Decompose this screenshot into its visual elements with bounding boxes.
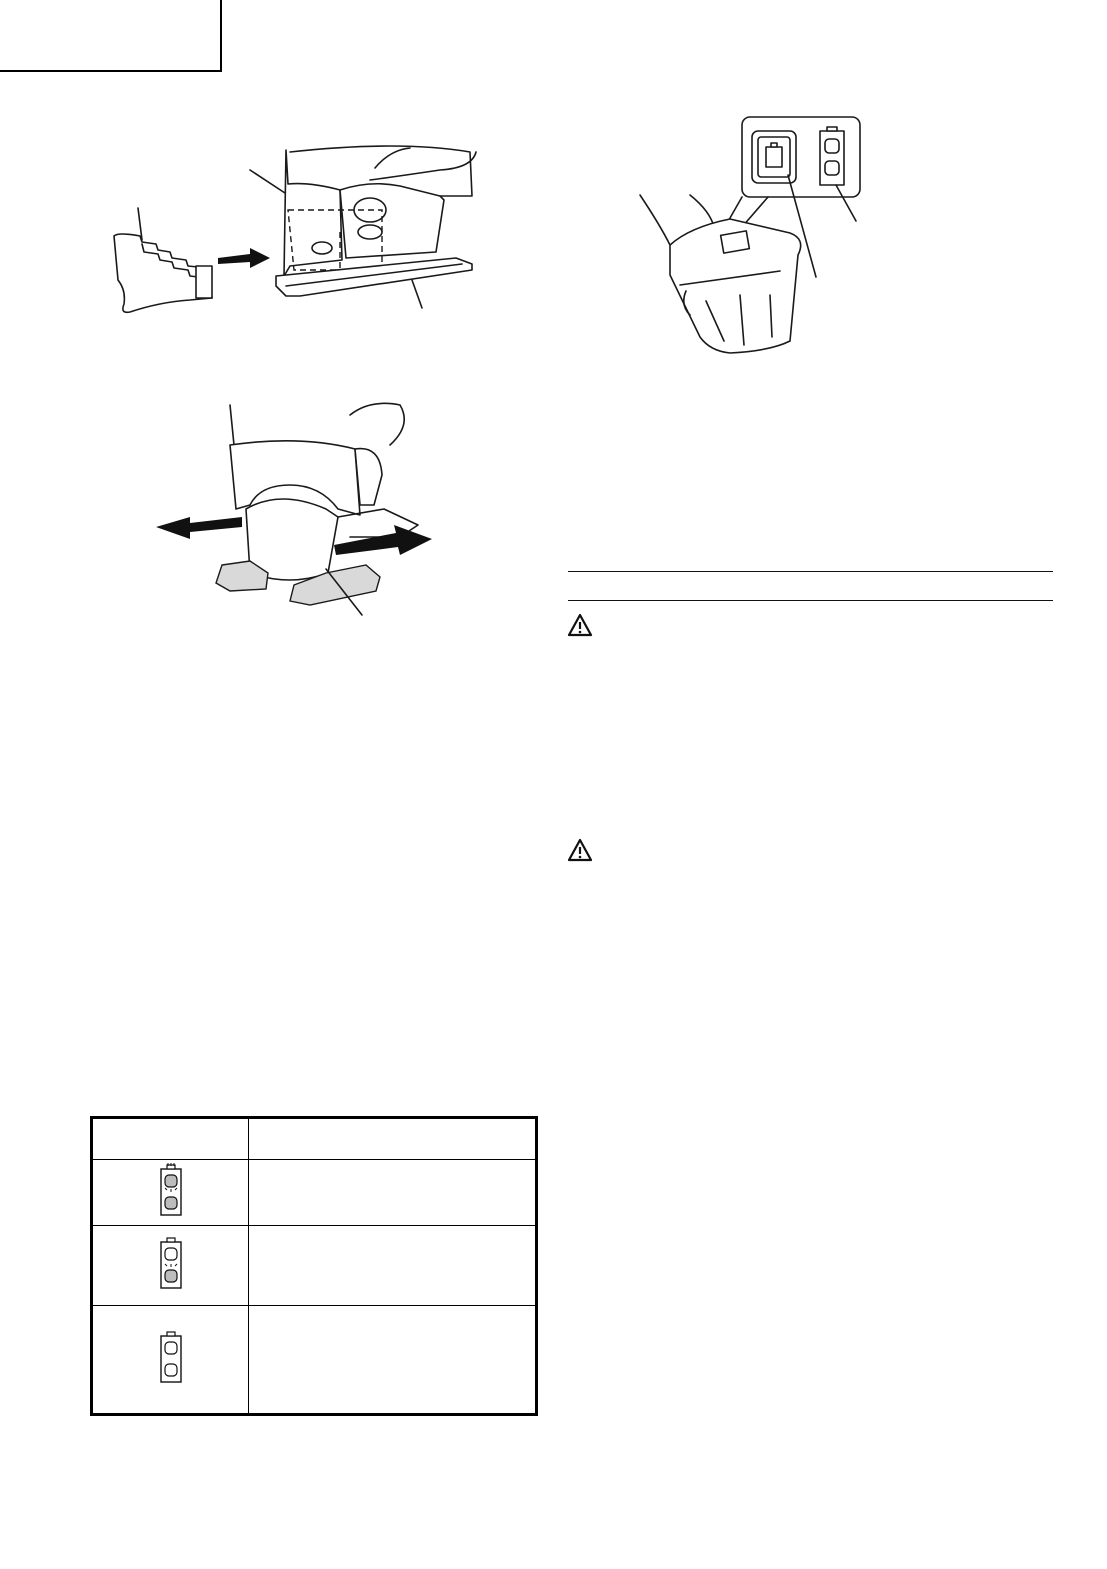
table-row — [92, 1306, 537, 1415]
slide-right-arrow-icon — [334, 525, 432, 555]
one-lamp-lit-icon — [159, 1236, 183, 1290]
section-top-rule — [568, 571, 1053, 572]
table-header-description — [249, 1118, 537, 1160]
section-bottom-rule — [568, 600, 1053, 601]
leader-line-base — [412, 280, 422, 308]
table-row — [92, 1226, 537, 1306]
attach-arrow-icon — [218, 248, 270, 268]
table-header-row — [92, 1118, 537, 1160]
warning-triangle-icon — [567, 838, 593, 862]
row-description — [249, 1226, 537, 1306]
row-description — [249, 1306, 537, 1415]
dust-cover-figure — [100, 140, 500, 320]
table-row — [92, 1160, 537, 1226]
table-header-indicator — [92, 1118, 249, 1160]
warning-triangle-icon — [567, 613, 593, 637]
row-description — [249, 1160, 537, 1226]
leader-line-body — [250, 170, 288, 195]
battery-indicator-table — [90, 1116, 538, 1416]
lamps-off-icon — [159, 1330, 183, 1384]
slide-cover-figure — [150, 405, 450, 620]
battery-indicator-figure — [630, 115, 890, 360]
slide-left-arrow-icon — [156, 517, 242, 539]
page-corner-box — [0, 0, 222, 72]
both-lamps-lit-icon — [159, 1163, 183, 1217]
